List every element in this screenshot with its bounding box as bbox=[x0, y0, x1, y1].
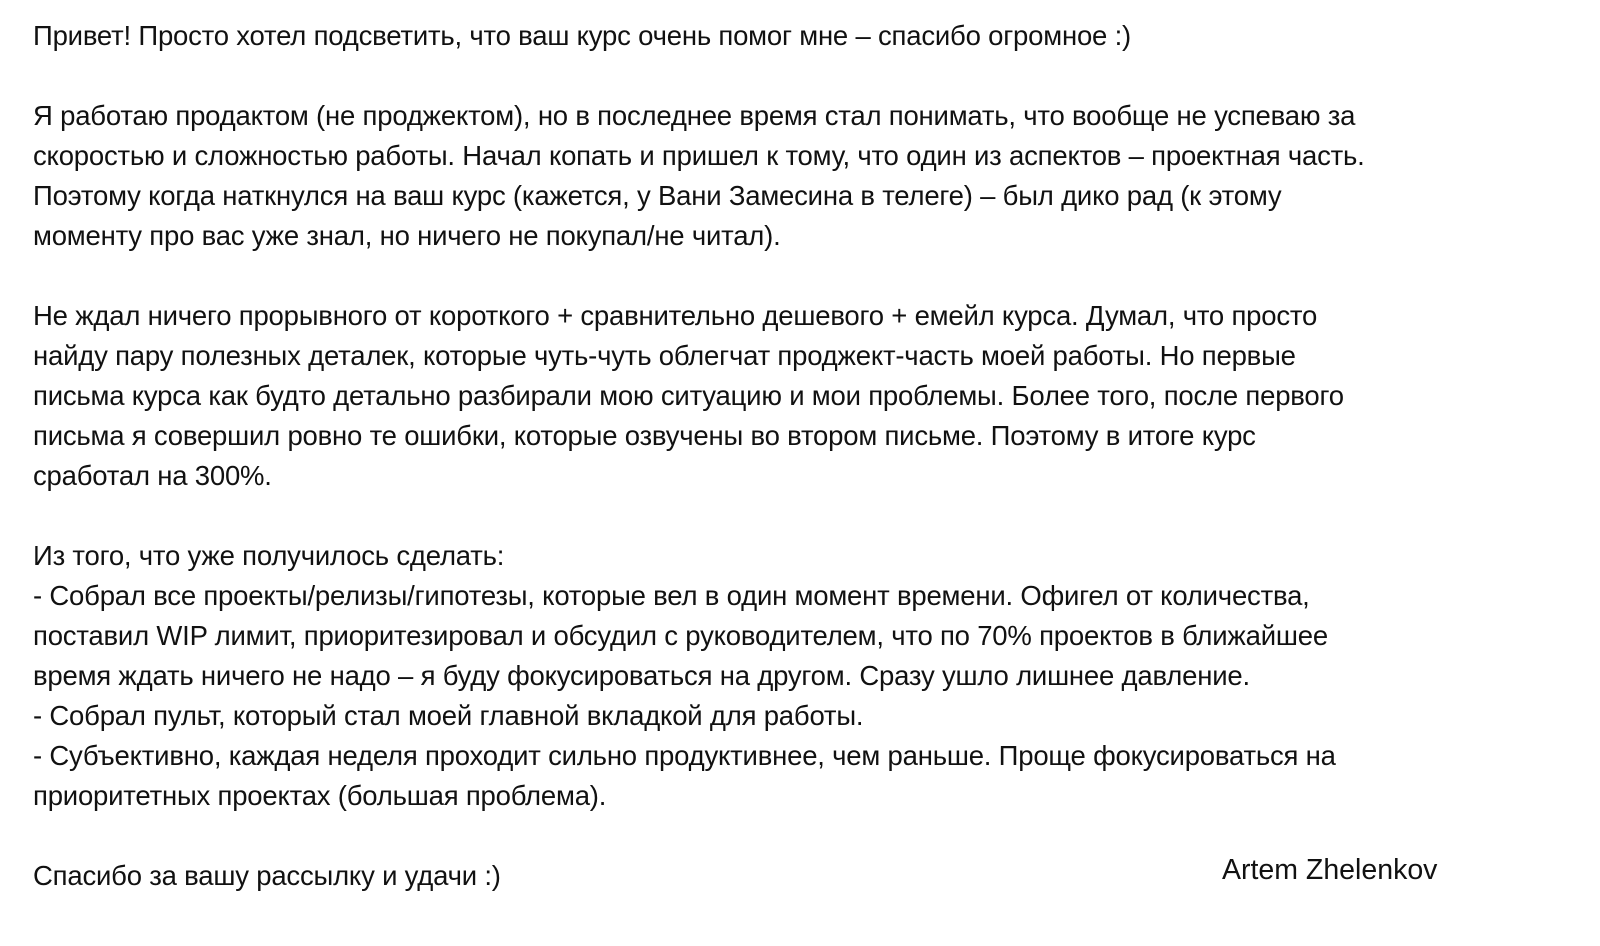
closing-line: Спасибо за вашу рассылку и удачи :) bbox=[33, 860, 501, 891]
text-line: сработал на 300%. bbox=[33, 460, 272, 491]
results-heading: Из того, что уже получилось сделать: bbox=[33, 540, 505, 571]
text-line: Я работаю продактом (не проджектом), но в последнее время стал понимать, что вообще не успеваю за bbox=[33, 100, 1356, 131]
text-line: письма я совершил ровно те ошибки, которые озвучены во втором письме. Поэтому в итоге курс bbox=[33, 420, 1256, 451]
text-line: поставил WIP лимит, приоритезировал и обсудил с руководителем, что по 70% проектов в ближайшее bbox=[33, 620, 1328, 651]
paragraph-role bbox=[33, 96, 1578, 256]
list-item: - Собрал пульт, который стал моей главной вкладкой для работы. bbox=[33, 700, 864, 731]
text-line: скоростью и сложностью работы. Начал копать и пришел к тому, что один из аспектов – проектная часть. bbox=[33, 140, 1365, 171]
letter-body bbox=[33, 16, 1578, 896]
list-item: - Субъективно, каждая неделя проходит сильно продуктивнее, чем раньше. Проще фокусироваться на bbox=[33, 740, 1336, 771]
text-line: моменту про вас уже знал, но ничего не покупал/не читал). bbox=[33, 220, 781, 251]
text-line: Поэтому когда наткнулся на ваш курс (кажется, у Вани Замесина в телеге) – был дико рад (к этому bbox=[33, 180, 1282, 211]
greeting-line: Привет! Просто хотел подсветить, что ваш курс очень помог мне – спасибо огромное :) bbox=[33, 20, 1131, 51]
greeting-paragraph bbox=[33, 16, 1578, 56]
text-line: найду пару полезных деталек, которые чуть-чуть облегчат проджект-часть моей работы. Но первые bbox=[33, 340, 1296, 371]
paragraph-expectations bbox=[33, 296, 1578, 496]
text-line: время ждать ничего не надо – я буду фокусироваться на другом. Сразу ушло лишнее давление. bbox=[33, 660, 1250, 691]
paragraph-results bbox=[33, 536, 1578, 816]
list-item: - Собрал все проекты/релизы/гипотезы, которые вел в один момент времени. Офигел от количества, bbox=[33, 580, 1310, 611]
signature: Artem Zhelenkov bbox=[1222, 854, 1438, 886]
text-line: Не ждал ничего прорывного от короткого + сравнительно дешевого + емейл курса. Думал, что просто bbox=[33, 300, 1318, 331]
text-line: приоритетных проектах (большая проблема). bbox=[33, 780, 607, 811]
text-line: письма курса как будто детально разбирали мою ситуацию и мои проблемы. Более того, после первого bbox=[33, 380, 1344, 411]
